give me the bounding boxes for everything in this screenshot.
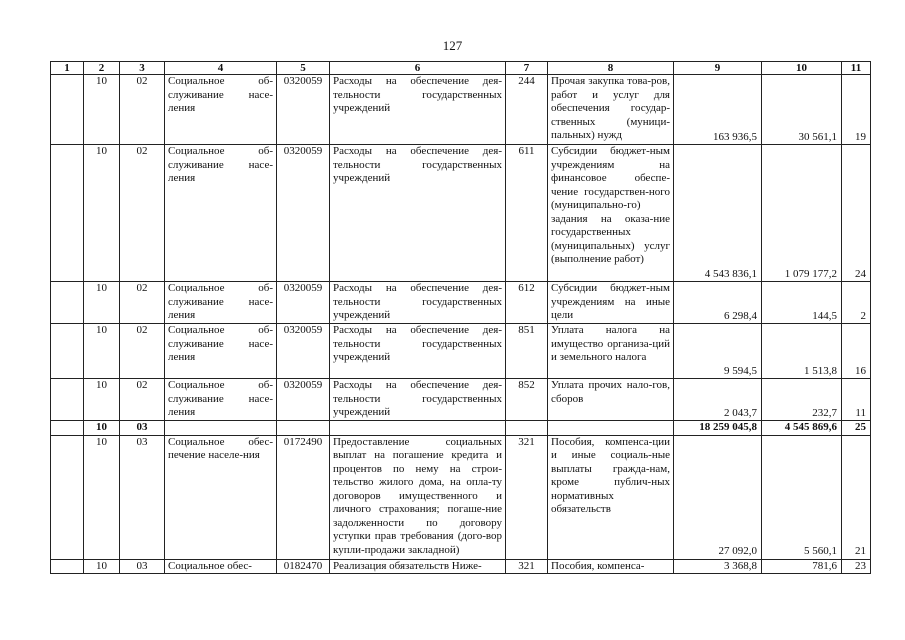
cell-section: 10 bbox=[84, 75, 120, 145]
cell-amount-10: 4 545 869,6 bbox=[762, 421, 842, 436]
cell-expense-name: Прочая закупка това-ров, работ и услуг для обеспечения государ-ственных (муници-пальных) нужд bbox=[548, 75, 674, 145]
cell-amount-10: 232,7 bbox=[762, 379, 842, 421]
cell-target-name: Расходы на обеспечение дея-тельности государственных учреждений bbox=[330, 75, 506, 145]
cell-expense-code: 611 bbox=[506, 145, 548, 282]
cell-expense-code: 321 bbox=[506, 435, 548, 559]
col-header: 5 bbox=[277, 62, 330, 75]
page-number: 127 bbox=[442, 38, 463, 53]
cell-amount-11: 24 bbox=[842, 145, 871, 282]
cell-amount-9: 163 936,5 bbox=[674, 75, 762, 145]
cell-col1 bbox=[51, 324, 84, 379]
cell-expense-name: Уплата налога на имущество организа-ций и земельного налога bbox=[548, 324, 674, 379]
cell-target-code bbox=[277, 421, 330, 436]
cell-subsection-name: Социальное обес- bbox=[165, 559, 277, 574]
cell-subsection: 02 bbox=[120, 379, 165, 421]
cell-subsection: 02 bbox=[120, 324, 165, 379]
cell-target-code: 0182470 bbox=[277, 559, 330, 574]
cell-target-code: 0320059 bbox=[277, 379, 330, 421]
cell-subsection: 02 bbox=[120, 282, 165, 324]
cell-target-code: 0320059 bbox=[277, 75, 330, 145]
cell-amount-9: 27 092,0 bbox=[674, 435, 762, 559]
cell-amount-11: 2 bbox=[842, 282, 871, 324]
cell-amount-9: 4 543 836,1 bbox=[674, 145, 762, 282]
cell-target-code: 0320059 bbox=[277, 324, 330, 379]
cell-section: 10 bbox=[84, 435, 120, 559]
cell-expense-name: Субсидии бюджет-ным учреждениям на иные цели bbox=[548, 282, 674, 324]
cell-expense-name: Пособия, компенса- bbox=[548, 559, 674, 574]
cell-amount-10: 1 079 177,2 bbox=[762, 145, 842, 282]
cell-target-code: 0320059 bbox=[277, 282, 330, 324]
cell-subsection-name: Социальное об-служивание насе-ления bbox=[165, 75, 277, 145]
cell-expense-code: 244 bbox=[506, 75, 548, 145]
cell-target-name: Предоставление социальных выплат на погашение кредита и процентов по нему на строи-тельство жилого дома, на опла-ту договоров имущественного и личного страхования; погаше-ние задолженности по договору уступки прав требования (дого-вор купли-продажи закладной) bbox=[330, 435, 506, 559]
cell-subsection: 03 bbox=[120, 421, 165, 436]
header-row bbox=[51, 62, 871, 75]
table-row bbox=[51, 559, 871, 574]
col-header: 6 bbox=[330, 62, 506, 75]
cell-section: 10 bbox=[84, 559, 120, 574]
cell-subsection-name: Социальное об-служивание насе-ления bbox=[165, 282, 277, 324]
cell-expense-name: Уплата прочих нало-гов, сборов bbox=[548, 379, 674, 421]
cell-target-name bbox=[330, 421, 506, 436]
cell-col1 bbox=[51, 282, 84, 324]
cell-section: 10 bbox=[84, 324, 120, 379]
cell-target-name: Расходы на обеспечение дея-тельности государственных учреждений bbox=[330, 379, 506, 421]
cell-section: 10 bbox=[84, 145, 120, 282]
cell-amount-9: 3 368,8 bbox=[674, 559, 762, 574]
cell-col1 bbox=[51, 75, 84, 145]
col-header: 9 bbox=[674, 62, 762, 75]
cell-amount-10: 30 561,1 bbox=[762, 75, 842, 145]
cell-subsection-name bbox=[165, 421, 277, 436]
table-row bbox=[51, 435, 871, 559]
cell-subsection: 03 bbox=[120, 559, 165, 574]
cell-amount-11: 23 bbox=[842, 559, 871, 574]
cell-target-name: Расходы на обеспечение дея-тельности государственных учреждений bbox=[330, 282, 506, 324]
cell-subsection: 02 bbox=[120, 75, 165, 145]
cell-expense-name: Пособия, компенса-ции и иные социаль-ные выплаты граждa-нам, кроме публич-ных нормативных обязательств bbox=[548, 435, 674, 559]
cell-expense-code bbox=[506, 421, 548, 436]
cell-amount-11: 19 bbox=[842, 75, 871, 145]
col-header: 8 bbox=[548, 62, 674, 75]
col-header: 3 bbox=[120, 62, 165, 75]
cell-expense-name: Субсидии бюджет-ным учреждениям на финансовое обеспе-чение государствен-ного (муниципально-го) задания на оказа-ние государственных (муниципальных) услуг (выполнение работ) bbox=[548, 145, 674, 282]
cell-amount-9: 2 043,7 bbox=[674, 379, 762, 421]
cell-subsection-name: Социальное об-служивание насе-ления bbox=[165, 324, 277, 379]
table-row bbox=[51, 75, 871, 145]
cell-expense-code: 321 bbox=[506, 559, 548, 574]
table-row bbox=[51, 379, 871, 421]
cell-subsection: 03 bbox=[120, 435, 165, 559]
col-header: 11 bbox=[842, 62, 871, 75]
col-header: 4 bbox=[165, 62, 277, 75]
cell-target-name: Расходы на обеспечение дея-тельности государственных учреждений bbox=[330, 324, 506, 379]
cell-amount-10: 5 560,1 bbox=[762, 435, 842, 559]
col-header: 10 bbox=[762, 62, 842, 75]
table-row bbox=[51, 324, 871, 379]
cell-subsection-name: Социальное об-служивание насе-ления bbox=[165, 145, 277, 282]
cell-target-code: 0320059 bbox=[277, 145, 330, 282]
cell-amount-9: 6 298,4 bbox=[674, 282, 762, 324]
table-row bbox=[51, 145, 871, 282]
cell-target-code: 0172490 bbox=[277, 435, 330, 559]
cell-col1 bbox=[51, 559, 84, 574]
cell-subsection-name: Социальное обес-печение населе-ния bbox=[165, 435, 277, 559]
col-header: 1 bbox=[51, 62, 84, 75]
cell-subsection-name: Социальное об-служивание насе-ления bbox=[165, 379, 277, 421]
cell-amount-9: 18 259 045,8 bbox=[674, 421, 762, 436]
cell-amount-11: 25 bbox=[842, 421, 871, 436]
cell-amount-9: 9 594,5 bbox=[674, 324, 762, 379]
cell-expense-code: 612 bbox=[506, 282, 548, 324]
cell-expense-name bbox=[548, 421, 674, 436]
cell-col1 bbox=[51, 421, 84, 436]
cell-col1 bbox=[51, 379, 84, 421]
cell-amount-11: 16 bbox=[842, 324, 871, 379]
cell-section: 10 bbox=[84, 282, 120, 324]
cell-amount-11: 11 bbox=[842, 379, 871, 421]
cell-amount-10: 144,5 bbox=[762, 282, 842, 324]
cell-section: 10 bbox=[84, 379, 120, 421]
col-header: 7 bbox=[506, 62, 548, 75]
cell-expense-code: 851 bbox=[506, 324, 548, 379]
cell-amount-10: 781,6 bbox=[762, 559, 842, 574]
budget-table bbox=[50, 61, 871, 574]
col-header: 2 bbox=[84, 62, 120, 75]
table-row bbox=[51, 282, 871, 324]
cell-subsection: 02 bbox=[120, 145, 165, 282]
cell-target-name: Реализация обязательств Ниже- bbox=[330, 559, 506, 574]
cell-col1 bbox=[51, 435, 84, 559]
cell-col1 bbox=[51, 145, 84, 282]
cell-target-name: Расходы на обеспечение дея-тельности государственных учреждений bbox=[330, 145, 506, 282]
cell-amount-11: 21 bbox=[842, 435, 871, 559]
subtotal-row bbox=[51, 421, 871, 436]
cell-amount-10: 1 513,8 bbox=[762, 324, 842, 379]
cell-expense-code: 852 bbox=[506, 379, 548, 421]
cell-section: 10 bbox=[84, 421, 120, 436]
